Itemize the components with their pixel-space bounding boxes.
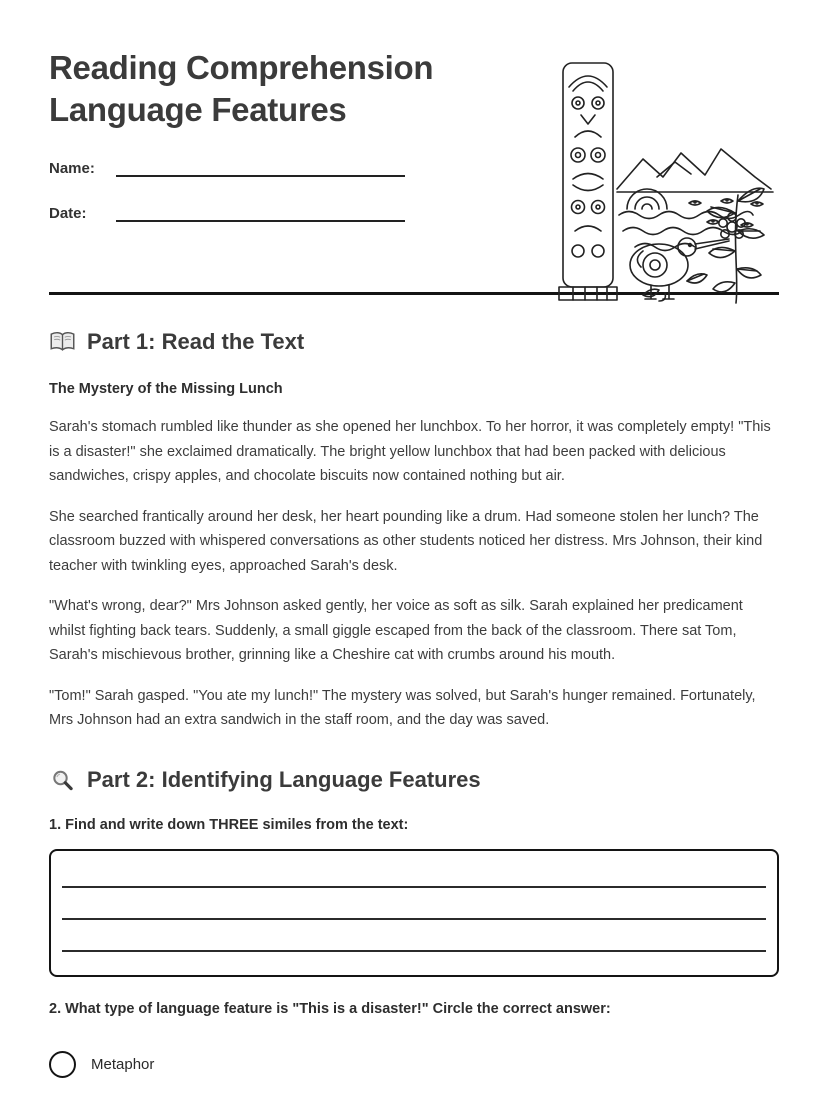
story-paragraph: "Tom!" Sarah gasped. "You ate my lunch!" The mystery was solved, but Sarah's hunger remained. Fortunately, Mrs Johnson had an extra sandwich in the staff room, and the day was saved. xyxy=(49,687,756,729)
worksheet-header xyxy=(49,0,779,222)
option-label: Metaphor xyxy=(91,1055,155,1073)
part2-heading xyxy=(49,767,779,793)
part2-heading-label: Part 2: Identifying Language Features xyxy=(87,766,481,792)
story-paragraph: Sarah's stomach rumbled like thunder as she opened her lunchbox. To her horror, it was completely empty! "This is a disaster!" she exclaimed dramatically. The bright yellow lunchbox that had been packed with delicious sandwiches, crispy apples, and chocolate biscuits now contained nothing but air. xyxy=(49,419,771,485)
part1-heading-label: Part 1: Read the Text xyxy=(87,329,305,355)
story-paragraph: She searched frantically around her desk, her heart pounding like a drum. Had someone stolen her lunch? The classroom buzzed with whispered conversations as other students noticed her distress. Mrs Johnson, their kind teacher with twinkling eyes, approached Sarah's desk. xyxy=(49,508,763,574)
magnifying-glass-icon xyxy=(49,768,76,792)
name-input-line[interactable] xyxy=(116,159,405,177)
name-label: Name: xyxy=(49,160,95,178)
date-input-line[interactable] xyxy=(116,204,405,222)
write-line[interactable] xyxy=(62,920,766,952)
story-paragraph: "What's wrong, dear?" Mrs Johnson asked gently, her voice as soft as silk. Sarah explained her predicament whilst fighting back tears. Suddenly, a small giggle escaped from the back of the classroom. There sat Tom, Sarah's mischievous brother, grinning like a Cheshire cat with crumbs around his mouth. xyxy=(49,598,743,664)
question-2: 2. What type of language feature is "This is a disaster!" Circle the correct answer: xyxy=(49,1000,611,1017)
option-metaphor[interactable] xyxy=(49,1051,779,1078)
page-title: Reading Comprehension Language Features xyxy=(49,49,434,128)
open-book-icon xyxy=(49,330,76,354)
write-line[interactable] xyxy=(62,888,766,920)
question-1: 1. Find and write down THREE similes from the text: xyxy=(49,816,409,833)
date-label: Date: xyxy=(49,205,87,223)
answer-box xyxy=(49,849,779,977)
radio-circle[interactable] xyxy=(49,1051,76,1078)
part1-heading xyxy=(49,329,779,355)
story-title: The Mystery of the Missing Lunch xyxy=(49,381,283,398)
write-line[interactable] xyxy=(62,851,766,888)
maori-scene-illustration xyxy=(539,55,779,305)
